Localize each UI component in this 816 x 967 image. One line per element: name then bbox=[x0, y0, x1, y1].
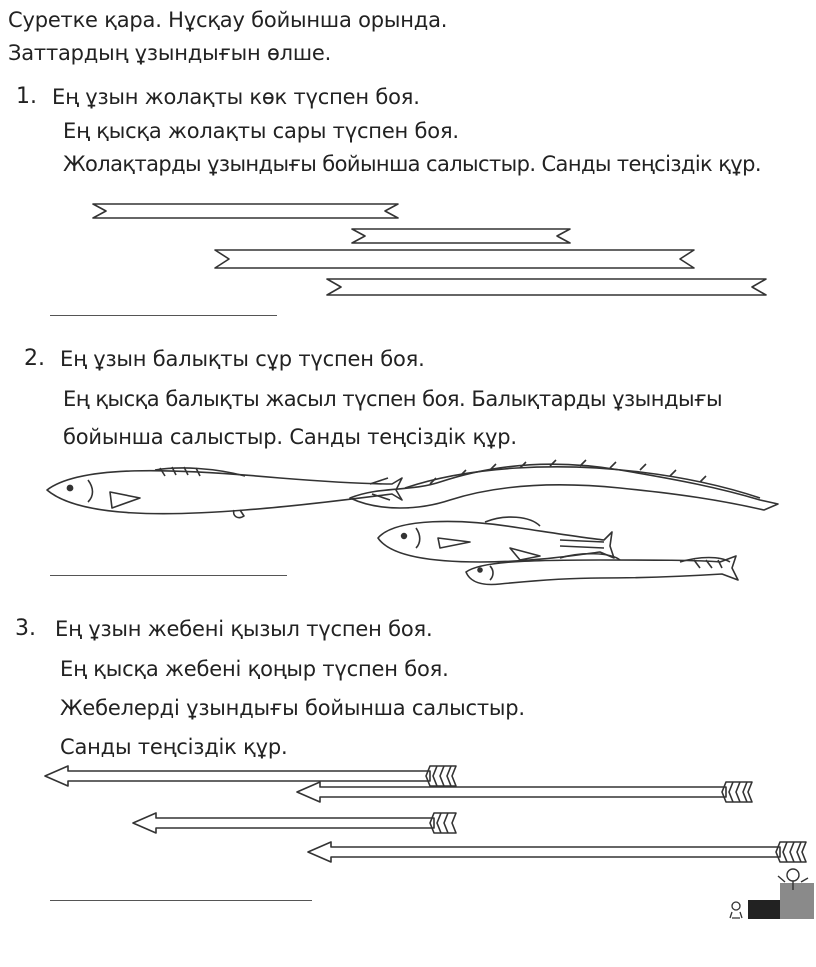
fish-4 bbox=[466, 554, 738, 585]
strip-1 bbox=[93, 204, 398, 218]
arrow-2 bbox=[297, 782, 752, 802]
arrow-4 bbox=[308, 842, 806, 862]
intro-line-1: Суретке қара. Нұсқау бойынша орында. bbox=[8, 8, 448, 32]
task-2-line-2: Ең қысқа балықты жасыл түспен боя. Балықтарды ұзындығы bbox=[63, 387, 723, 411]
fish-1 bbox=[47, 467, 402, 518]
strip-2 bbox=[352, 229, 570, 243]
task-3-line-2: Ең қысқа жебені қоңыр түспен боя. bbox=[60, 657, 449, 681]
task-1-line-1: Ең ұзын жолақты көк түспен боя. bbox=[52, 85, 420, 109]
task-1-line-3: Жолақтарды ұзындығы бойынша салыстыр. Санды теңсіздік құр. bbox=[63, 152, 761, 176]
task-3-number: 3. bbox=[15, 616, 36, 641]
task-2-number: 2. bbox=[24, 346, 45, 371]
task-2-line-1: Ең ұзын балықты сұр түспен боя. bbox=[60, 347, 425, 371]
strip-4 bbox=[327, 279, 766, 295]
arrow-3 bbox=[133, 813, 456, 833]
corner-mascot-icon bbox=[730, 869, 814, 919]
fish-3 bbox=[378, 517, 614, 562]
task-2-line-3: бойынша салыстыр. Санды теңсіздік құр. bbox=[63, 425, 517, 449]
task-3-line-4: Санды теңсіздік құр. bbox=[60, 735, 288, 759]
arrow-1 bbox=[45, 766, 456, 786]
task-3-line-1: Ең ұзын жебені қызыл түспен боя. bbox=[55, 617, 433, 641]
task-1-line-2: Ең қысқа жолақты сары түспен боя. bbox=[63, 119, 459, 143]
strip-3 bbox=[215, 250, 694, 268]
fish-2 bbox=[350, 460, 778, 510]
task-3-line-3: Жебелерді ұзындығы бойынша салыстыр. bbox=[60, 696, 525, 720]
intro-line-2: Заттардың ұзындығын өлше. bbox=[8, 41, 332, 65]
task-1-number: 1. bbox=[16, 84, 37, 109]
